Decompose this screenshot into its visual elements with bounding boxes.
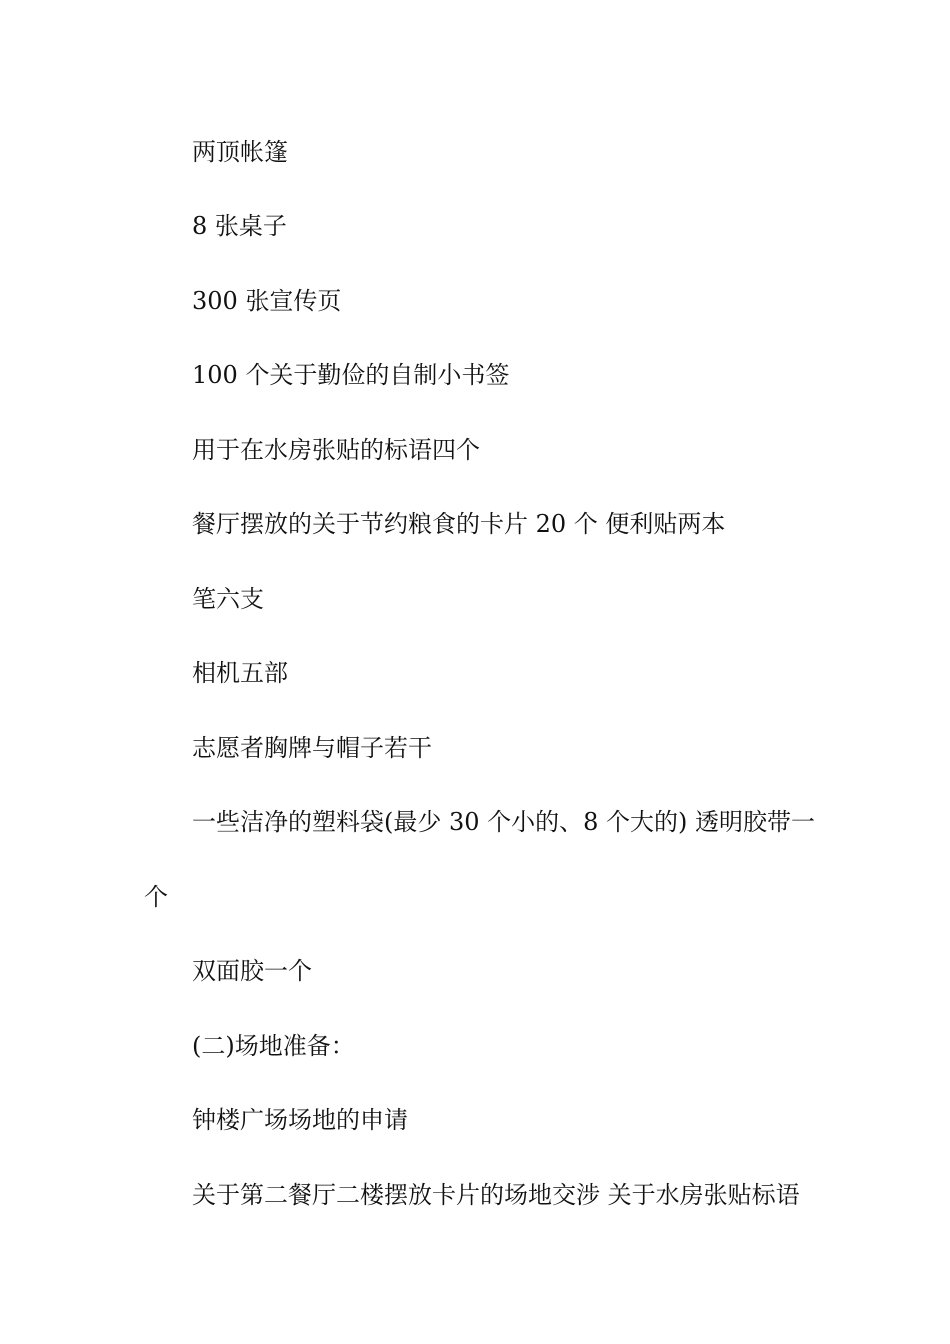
text-line: 餐厅摆放的关于节约粮食的卡片 20 个 便利贴两本 xyxy=(192,510,726,538)
text-line: 300 张宣传页 xyxy=(192,287,342,315)
section-heading: (二)场地准备： xyxy=(192,1032,355,1060)
text-line: 相机五部 xyxy=(192,659,288,687)
text-line: 8 张桌子 xyxy=(192,212,287,240)
text-line: 用于在水房张贴的标语四个 xyxy=(192,436,480,464)
text-line: 100 个关于勤俭的自制小书签 xyxy=(192,361,510,389)
text-line-continuation: 个 xyxy=(144,883,168,911)
text-line: 一些洁净的塑料袋(最少 30 个小的、8 个大的) 透明胶带一 xyxy=(192,808,816,836)
text-line: 志愿者胸牌与帽子若干 xyxy=(192,734,432,762)
text-line: 关于第二餐厅二楼摆放卡片的场地交涉 关于水房张贴标语 xyxy=(192,1181,800,1209)
text-line: 钟楼广场场地的申请 xyxy=(192,1106,408,1134)
text-line: 笔六支 xyxy=(192,585,264,613)
text-line: 双面胶一个 xyxy=(192,957,312,985)
text-line: 两顶帐篷 xyxy=(192,138,288,166)
